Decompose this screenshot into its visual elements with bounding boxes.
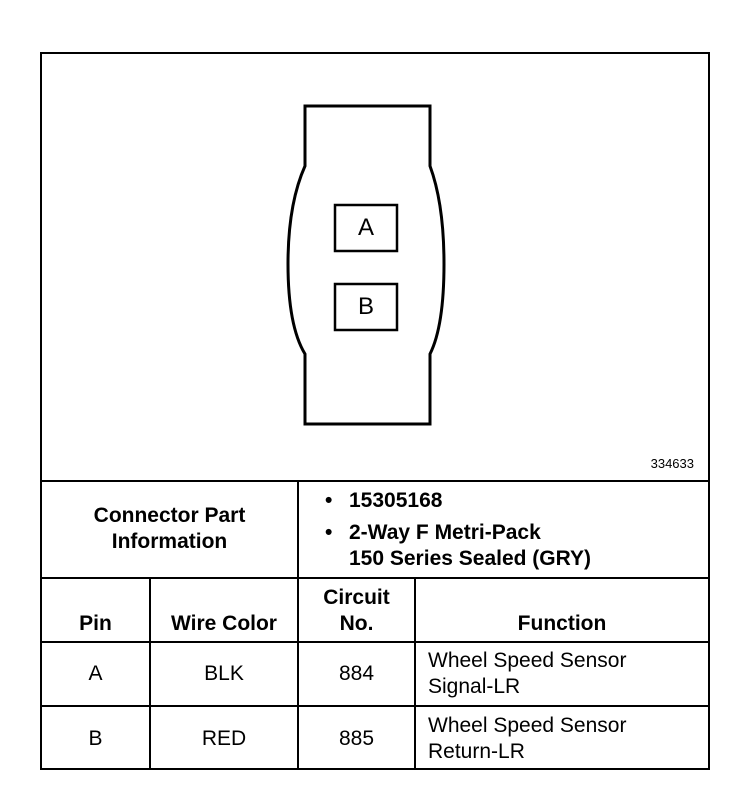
row-b-function: Wheel Speed Sensor Return-LR [428,713,627,763]
description-text [349,520,591,572]
description-line-1: 2-Way F Metri-Pack [349,520,541,544]
row-a-function-cell [415,642,708,706]
part-number-item [325,488,708,514]
connector-part-details [298,480,708,578]
pin-b-label: B [357,293,374,320]
connector-outline-drawing [42,54,708,480]
connector-info-row [42,480,708,578]
connector-part-label: Connector Part Information [93,503,246,553]
row-a-function: Wheel Speed Sensor Signal-LR [428,649,627,698]
table-row [42,642,708,706]
header-function: Function [415,578,708,642]
row-a-wire-color: BLK [150,642,298,706]
connector-body-outline [288,106,444,424]
connector-diagram [42,54,708,482]
row-b-pin: B [42,706,150,770]
row-b-wire-color: RED [150,706,298,770]
connector-table [42,480,708,770]
column-header-row [42,578,708,642]
row-a-circuit-no: 884 [298,642,415,706]
header-wire-color: Wire Color [150,578,298,642]
header-pin: Pin [42,578,150,642]
row-b-function-cell [415,706,708,770]
figure-number: 334633 [650,456,694,471]
description-line-2: 150 Series Sealed (GRY) [349,546,592,570]
row-a-pin: A [42,642,150,706]
connector-part-label-cell [42,480,298,578]
description-item [325,520,708,572]
bullet-icon: • [325,520,333,544]
header-circuit-no: Circuit No. [323,586,390,635]
row-b-circuit-no: 885 [298,706,415,770]
pin-a-label: A [357,214,374,241]
header-circuit-no-cell [298,578,415,642]
part-number: 15305168 [349,488,443,512]
connector-frame [40,52,710,770]
bullet-icon: • [325,488,333,512]
table-row [42,706,708,770]
